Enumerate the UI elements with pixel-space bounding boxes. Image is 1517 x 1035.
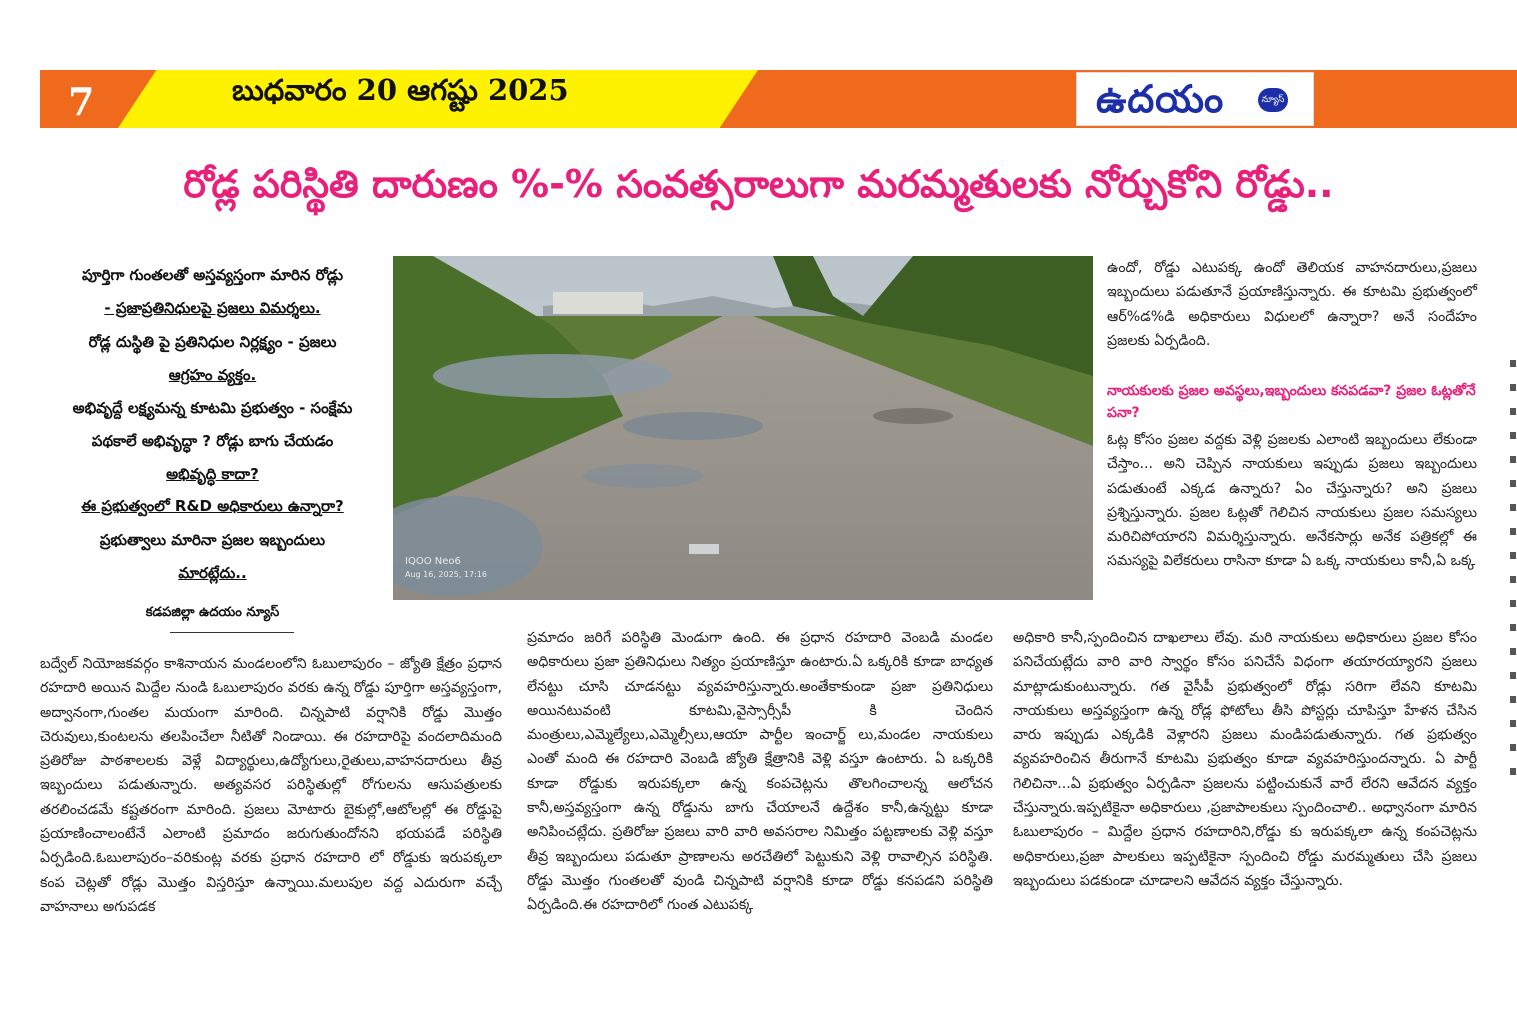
photo-timestamp: Aug 16, 2025, 17:16 bbox=[405, 570, 487, 579]
page-number: 7 bbox=[68, 79, 95, 124]
highlight-line-9: ప్రభుత్వాలు మారినా ప్రజల ఇబ్బందులు bbox=[99, 531, 326, 549]
adjacent-column-edge bbox=[1509, 360, 1517, 780]
masthead-logo-badge: న్యూస్ bbox=[1258, 88, 1288, 112]
highlight-line-6: పథకాలే అభివృద్ధా ? రోడ్లు బాగు చేయడం bbox=[91, 432, 334, 450]
highlight-line-4: ఆగ్రహం వ్యక్తం. bbox=[168, 366, 257, 384]
article-column-1: బద్వేల్ నియోజకవర్గం కాశినాయన మండలంలోని ఓబులాపురం – జ్యోతి క్షేత్రం ప్రధాన రహదారి అయిన మిద్దేల నుండి ఓబులాపురం వరకు ఉన్న రోడ్డు పూర్తిగా అస్తవ్యస్తంగా, అద్వానంగా,గుంతల మయంగా మారింది. చిన్నపాటి వర్షానికి రోడ్డు మొత్తం చెరువులు,కుంటలను తలపించేలా నీటితో నిండాయి. ఈ రహదారిపై వందలాదిమంది ప్రతిరోజు పాఠశాలలకు వెళ్లే విద్యార్థులు,ఉద్యోగులు,రైతులు,వాహనదారులు తీవ్ర ఇబ్బందులు పడుతున్నారు. అత్యవసర పరిస్థితుల్లో రోగులను ఆసుపత్రులకు తరలించడమే కష్టతరంగా మారింది. ప్రజలు మోటారు బైకుల్లో,ఆటోలల్లో ఈ రోడ్డుపై ప్రయాణించాలంటేనే ఎలాంటి ప్రమాదం జరుగుతుందోనని భయపడే పరిస్థితి ఏర్పడింది.ఓబులాపురం–వరికుంట్ల వరకు ప్రధాన రహదారి లో రోడ్డుకు ఇరుపక్కలా కంప చెట్లతో రోడ్లు మొత్తం విస్తరిస్తూ ఉన్నాయి.మలుపుల వద్ద ఎదురుగా వచ్చే వాహనాలు అగుపడక bbox=[40, 656, 502, 915]
photo-watermark: IQOO Neo6 bbox=[405, 556, 461, 567]
dateline-rule bbox=[170, 632, 294, 633]
article-subheading: నాయకులకు ప్రజల అవస్థలు,ఇబ్బందులు కనపడవా? ప్రజల ఓట్లతోనే పనా? bbox=[1107, 383, 1476, 421]
article-headline: రోడ్ల పరిస్థితి దారుణం %-% సంవత్సరాలుగా మరమ్మతులకు నోర్చుకోని రోడ్డు.. bbox=[183, 162, 1334, 206]
highlight-line-2: - ప్రజాప్రతినిధులపై ప్రజలు విమర్శలు. bbox=[104, 299, 321, 317]
highlight-line-8: ఈ ప్రభుత్వంలో R&D అధికారులు ఉన్నారా? bbox=[81, 497, 344, 515]
article-column-2: ప్రమాదం జరిగే పరిస్థితి మెండుగా ఉంది. ఈ ప్రధాన రహదారి వెంబడి మండల అధికారులు ప్రజా ప్రతినిధులు నిత్యం ప్రయాణిస్తూ ఉంటారు.ఏ ఒక్కరికి కూడా బాధ్యత లేనట్టు చూసి చూడనట్టు వ్యవహరిస్తున్నారు.అంతేకాకుండా ప్రజా ప్రతినిధులు అయినటువంటి కూటమి,వైస్సార్సీపీ కి చెందిన మంత్రులు,ఎమ్మెల్యేలు,ఎమ్మెల్సీలు,ఆయా పార్టీల ఇంచార్జ్ లు,మండల నాయకులు ఎంతో మంది ఈ రహదారి వెంబడి జ్యోతి క్షేత్రానికి వెళ్లి వస్తూ ఉంటారు. ఏ ఒక్కరికి కూడా రోడ్డుకు ఇరుపక్కలా ఉన్న కంపచెట్లను తొలగించాలన్న ఆలోచన కానీ,అస్తవ్యస్తంగా ఉన్న రోడ్డును బాగు చేయాలనే ఉద్దేశం కానీ,ఉన్నట్టు కూడా అనిపించట్లేదు. ప్రతిరోజు ప్రజలు వారి వారి అవసరాల నిమిత్తం పట్టణాలకు వెళ్లి వస్తూ తీవ్ర ఇబ్బందులు పడుతూ ప్రాణాలను అరచేతిలో పెట్టుకుని వెళ్లి రావాల్సిన పరిస్థితి. రోడ్డు మొత్తం గుంతలతో వుండి చిన్నపాటి వర్షానికి కూడా రోడ్డు కనపడని పరిస్థితి ఏర్పడింది.ఈ రహదారిలో గుంత ఎటుపక్క bbox=[527, 630, 993, 914]
highlight-line-5: అభివృద్దే లక్ష్యమన్న కూటమి ప్రభుత్వం - సంక్షేమ bbox=[72, 399, 353, 417]
article-column-3-middle: ఓట్ల కోసం ప్రజల వద్దకు వెళ్లి ప్రజలకు ఎలాంటి ఇబ్బందులు లేకుండా చేస్తాం... అని చెప్పిన నాయకులు ఇప్పుడు ప్రజలు ఇబ్బందులు పడుతుంటే ఎక్కడ ఉన్నారు? ఏం చేస్తున్నారు? అని ప్రజలు ప్రశ్నిస్తున్నారు. ప్రజల ఓట్లతో గెలిచిన నాయకులు ప్రజల సమస్యలు మరిచిపోయారని విమర్శిస్తున్నారు. అనేకసార్లు అనేక పత్రికల్లో ఈ సమస్యపై విలేకరులు రాసినా కూడా ఏ ఒక్క నాయకులు కానీ,ఏ ఒక్క bbox=[1107, 432, 1477, 570]
road-photo-illustration bbox=[393, 256, 1093, 600]
adjacent-column-marks bbox=[1509, 360, 1517, 780]
masthead-logo-text: ఉదయం bbox=[1096, 77, 1225, 121]
article-photo bbox=[393, 256, 1093, 600]
highlight-line-10: మారట్లేదు.. bbox=[178, 564, 247, 582]
highlight-line-3: రోడ్ల దుస్థితి పై ప్రతినిధుల నిర్లక్ష్యం - ప్రజలు bbox=[88, 333, 337, 351]
article-column-3-top: ఉందో, రోడ్డు ఎటుపక్క ఉందో తెలియక వాహనదారులు,ప్రజలు ఇబ్బందులు పడుతూనే ప్రయాణిస్తున్నారు. ఈ కూటమి ప్రభుత్వంలో ఆర్%డ%డి అధికారులు విధులలో ఉన్నారా? అనే సందేహం ప్రజలకు ఏర్పడింది. bbox=[1107, 260, 1477, 349]
highlight-line-7: అభివృద్ధి కాదా? bbox=[166, 465, 259, 483]
highlight-line-1: పూర్తిగా గుంతలతో అస్తవ్యస్తంగా మారిన రోడ్లు bbox=[81, 266, 344, 284]
dateline: కడపజిల్లా ఉదయం న్యూస్ bbox=[145, 605, 280, 620]
issue-date: బుధవారం 20 ఆగష్టు 2025 bbox=[232, 73, 569, 107]
article-column-3-bottom: అధికారి కానీ,స్పందించిన దాఖలాలు లేవు. మరి నాయకులు అధికారులు ప్రజల కోసం పనిచేయట్లేదు వారి వారి స్వార్థం కోసం పనిచేసే విధంగా తయారయ్యారని ప్రజలు మాట్లాడుకుంటున్నారు. గత వైసీపీ ప్రభుత్వంలో రోడ్లు సరిగా లేవని కూటమి నాయకులు అస్తవ్యస్తంగా ఉన్న రోడ్ల ఫోటోలు తీసి పోస్టర్లు చూపిస్తూ హేళన చేసిన వారు ఇప్పుడు ఎక్కడికి వెళ్లారని ప్రజలు మండిపడుతున్నారు. గత ప్రభుత్వం వ్యవహరించిన తీరుగానే కూటమి ప్రభుత్వం కూడా వ్యవహరిస్తుందన్నారు. ఏ పార్టీ గెలిచినా...ఏ ప్రభుత్వం ఏర్పడినా ప్రజలను పట్టించుకునే వారే లేరని ఆవేదన వ్యక్తం చేస్తున్నారు.ఇప్పటికైనా అధికారులు ,ప్రజాపాలకులు స్పందించాలి.. అధ్వానంగా మారిన ఓబులాపురం – మిద్దేల ప్రధాన రహదారిని,రోడ్డు కు ఇరుపక్కలా ఉన్న కంపచెట్లను అధికారులు,ప్రజా పాలకులు ఇప్పటికైనా స్పందించి రోడ్డు మరమ్మతులు చేసి ప్రజలు ఇబ్బందులు పడకుండా చూడాలని ఆవేదన వ్యక్తం చేస్తున్నారు. bbox=[1013, 630, 1477, 889]
